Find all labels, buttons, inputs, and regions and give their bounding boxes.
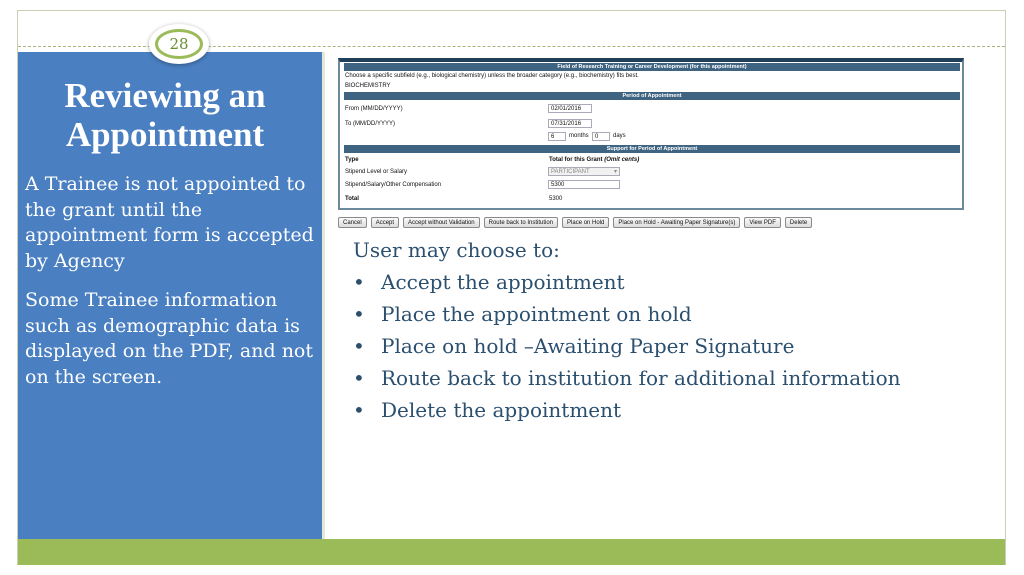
choice-text: Delete the appointment	[381, 398, 622, 422]
cancel-button[interactable]: Cancel	[338, 217, 367, 228]
choice-text: Place on hold –Awaiting Paper Signature	[381, 334, 795, 358]
paragraph-text: A Trainee is not appointed to the grant until the appointment form is accepted by Agency	[25, 173, 314, 272]
slide-title-line1: Reviewing an	[64, 76, 266, 115]
bullet-icon: •	[353, 366, 365, 390]
field-of-research-header: Field of Research Training or Career Development (for this appointment)	[344, 63, 960, 71]
slide-title-line2: Appointment	[65, 115, 265, 154]
action-button-bar	[338, 217, 812, 229]
list-item	[353, 266, 901, 298]
bullet-icon: •	[353, 302, 365, 326]
period-header: Period of Appointment	[344, 92, 960, 100]
total-grant-label	[549, 157, 639, 163]
stipend-level-value: PARTICIPANT	[551, 169, 590, 175]
list-item	[353, 362, 901, 394]
list-item	[353, 394, 901, 426]
stipend-level-select[interactable]	[548, 167, 620, 176]
total-grant-text: Total for this Grant	[549, 157, 603, 163]
choice-text: Accept the appointment	[381, 270, 625, 294]
chevron-down-icon: ▾	[613, 169, 617, 175]
choices-intro: User may choose to:	[353, 238, 560, 262]
left-paragraph-1	[25, 172, 321, 274]
list-item	[353, 330, 901, 362]
bullet-icon: •	[353, 334, 365, 358]
bullet-icon: •	[353, 398, 365, 422]
choices-list	[353, 266, 901, 426]
place-on-hold-awaiting-signature-button[interactable]: Place on Hold - Awaiting Paper Signature(s)	[613, 217, 740, 228]
slide-title	[20, 76, 310, 154]
footer-bar	[18, 539, 1005, 565]
choice-text: Route back to institution for additional information	[381, 366, 901, 390]
stipend-comp-input[interactable]: 5300	[548, 180, 620, 189]
accept-button[interactable]: Accept	[371, 217, 399, 228]
choice-text: Place the appointment on hold	[381, 302, 692, 326]
months-input[interactable]: 6	[548, 132, 566, 141]
stipend-level-label: Stipend Level or Salary	[345, 169, 408, 175]
from-date-input[interactable]: 02/01/2016	[548, 104, 592, 113]
type-label: Type	[345, 157, 359, 163]
page-number: 28	[155, 29, 203, 59]
choices-block	[353, 234, 901, 426]
field-value: BIOCHEMISTRY	[345, 83, 391, 89]
support-header: Support for Period of Appointment	[344, 145, 960, 153]
page-number-badge	[149, 24, 209, 64]
accept-without-validation-button[interactable]: Accept without Validation	[403, 217, 480, 228]
paragraph-text: Some Trainee information such as demographic data is displayed on the PDF, and not on the screen.	[25, 289, 314, 388]
total-label: Total	[345, 196, 359, 202]
place-on-hold-button[interactable]: Place on Hold	[562, 217, 609, 228]
appointment-form	[338, 58, 964, 210]
total-value: 5300	[549, 196, 563, 202]
view-pdf-button[interactable]: View PDF	[744, 217, 781, 228]
months-label: months	[569, 133, 589, 139]
delete-button[interactable]: Delete	[785, 217, 812, 228]
days-input[interactable]: 0	[592, 132, 610, 141]
bullet-icon: •	[353, 270, 365, 294]
from-label: From (MM/DD/YYYY)	[345, 106, 403, 112]
field-instruction: Choose a specific subfield (e.g., biological chemistry) unless the broader category (e.g., biochemistry) fits best.	[345, 73, 639, 79]
left-paragraph-2	[25, 288, 321, 390]
stipend-comp-label: Stipend/Salary/Other Compensation	[345, 182, 442, 188]
to-date-input[interactable]: 07/31/2016	[548, 119, 592, 128]
days-label: days	[613, 133, 626, 139]
to-label: To (MM/DD/YYYY)	[345, 121, 396, 127]
list-item	[353, 298, 901, 330]
route-back-button[interactable]: Route back to Institution	[484, 217, 558, 228]
total-grant-note: (Omit cents)	[604, 157, 640, 163]
